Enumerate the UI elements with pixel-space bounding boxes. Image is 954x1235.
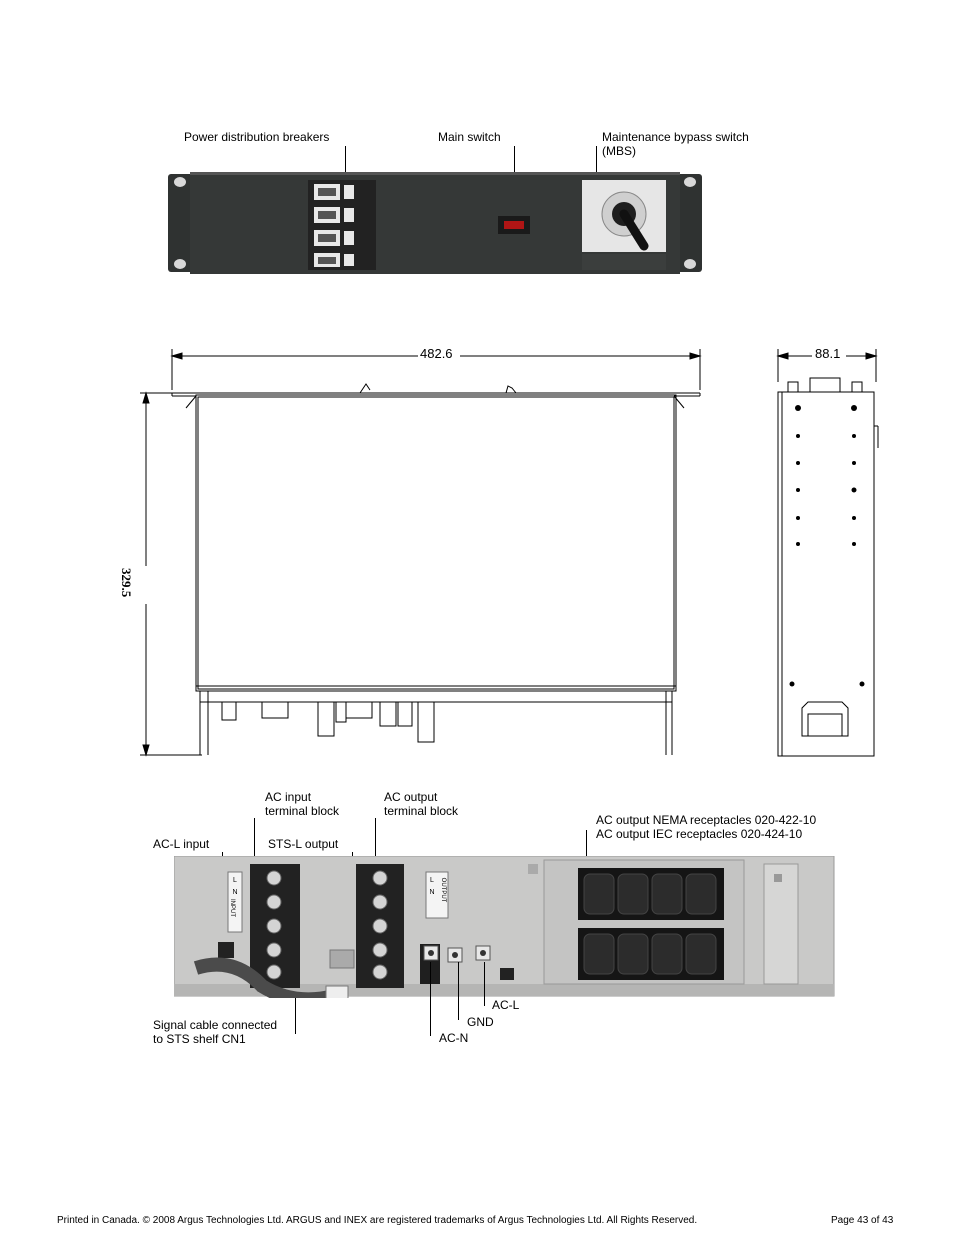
height-dimension: 88.1	[815, 346, 841, 361]
input-plate-n: N	[232, 889, 238, 896]
output-plate-l: L	[430, 877, 434, 884]
front-panel-photo	[168, 172, 702, 276]
input-plate-l: L	[233, 877, 237, 884]
gnd-label: GND	[467, 1015, 494, 1029]
output-plate-title: OUTPUT	[440, 877, 446, 903]
sts-l-output-label: STS-L output	[268, 837, 339, 851]
ac-n-label: AC-N	[439, 1031, 469, 1045]
mount-hole	[174, 259, 186, 269]
mount-hole	[684, 177, 696, 187]
breakers-label: Power distribution breakers	[184, 130, 330, 144]
ac-l-label: AC-L	[492, 998, 520, 1012]
ac-input-label-line1: AC input	[265, 790, 312, 804]
width-dimension: 482.6	[420, 346, 453, 361]
input-plate-title: INPUT	[229, 899, 235, 917]
ac-l-leader	[484, 962, 485, 1006]
ac-output-label-line2: terminal block	[384, 804, 459, 818]
top-view-drawing	[138, 346, 708, 760]
mbs-label-line2: (MBS)	[602, 144, 636, 158]
mbs-label-line1: Maintenance bypass switch	[602, 130, 749, 144]
signal-cable-label-line2: to STS shelf CN1	[153, 1032, 246, 1046]
mount-hole	[174, 177, 186, 187]
iec-receptacles-label: AC output IEC receptacles 020-424-10	[596, 827, 803, 841]
signal-cable-leader	[295, 998, 296, 1034]
page-number: Page 43 of 43	[831, 1215, 894, 1226]
output-plate-n: N	[429, 889, 435, 896]
depth-dimension: 329.5	[119, 568, 134, 598]
mount-hole	[684, 259, 696, 269]
rear-panel-photo	[174, 856, 836, 998]
nema-receptacles-label: AC output NEMA receptacles 020-422-10	[596, 813, 817, 827]
ac-l-input-label: AC-L input	[153, 837, 210, 851]
ac-n-leader	[430, 962, 431, 1036]
main-switch-label: Main switch	[438, 130, 501, 144]
gnd-leader	[458, 962, 459, 1020]
ac-input-label-line2: terminal block	[265, 804, 340, 818]
side-view-drawing	[772, 346, 884, 760]
ac-output-label-line1: AC output	[384, 790, 438, 804]
footer-copyright: Printed in Canada. © 2008 Argus Technologies Ltd. ARGUS and INEX are registered trademarks of Argus Technologies Ltd. All Rights Reserved.	[57, 1215, 698, 1226]
signal-cable-label-line1: Signal cable connected	[153, 1018, 278, 1032]
